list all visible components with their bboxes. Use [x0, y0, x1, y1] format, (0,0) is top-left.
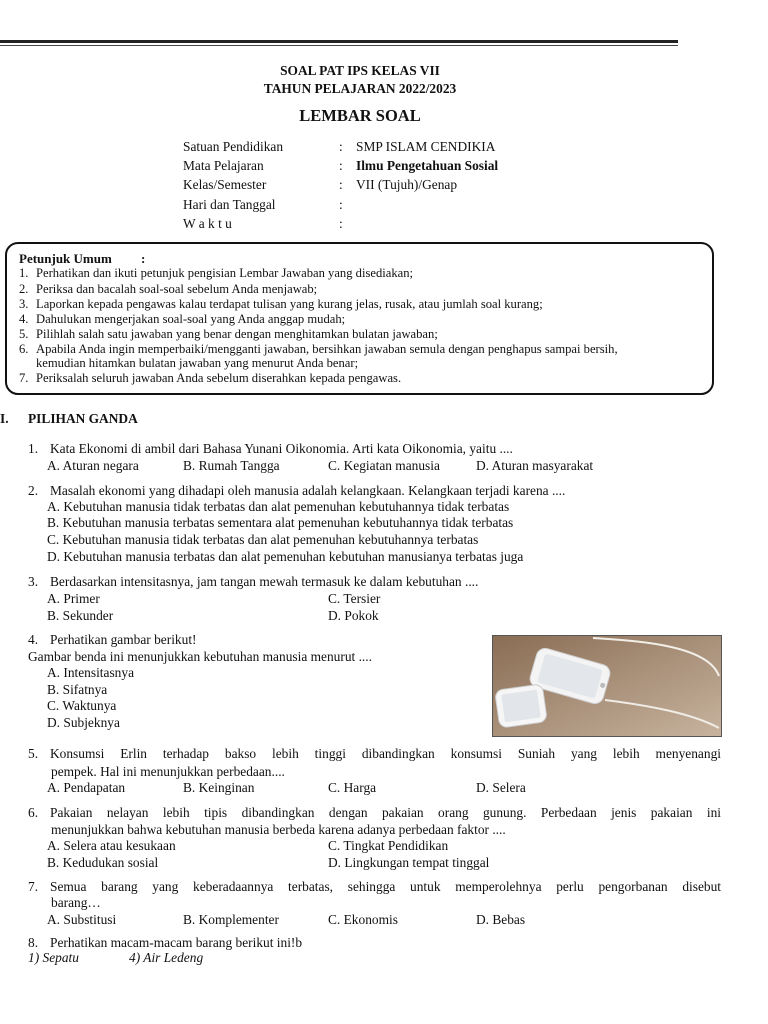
option: D. Selera	[476, 780, 526, 795]
section-number: I.	[0, 411, 9, 426]
list-item: 4) Air Ledeng	[129, 950, 204, 965]
question-text: Kata Ekonomi di ambil dari Bahasa Yunani Oikonomia. Arti kata Oikonomia, yaitu ....	[50, 441, 513, 456]
option: D. Lingkungan tempat tinggal	[328, 855, 490, 870]
instruction-text: Laporkan kepada pengawas kalau terdapat tulisan yang kurang jelas, rusak, atau jumlah soal kurang;	[36, 297, 543, 311]
instruction-item	[19, 371, 401, 386]
option: C. Kegiatan manusia	[328, 458, 440, 473]
info-value: Ilmu Pengetahuan Sosial	[356, 158, 499, 173]
option: B. Komplementer	[183, 912, 279, 927]
option: B. Kebutuhan manusia terbatas sementara alat pemenuhan kebutuhannya tidak terbatas	[47, 515, 514, 530]
question-5	[28, 746, 721, 762]
option: A. Intensitasnya	[47, 665, 135, 680]
instruction-text: Perhatikan dan ikuti petunjuk pengisian Lembar Jawaban yang disediakan;	[36, 266, 414, 280]
question-number: 5.	[28, 746, 39, 761]
question-number: 2.	[28, 483, 39, 498]
instruction-item	[19, 266, 413, 281]
instruction-text: Dahulukan mengerjakan soal-soal yang Anda anggap mudah;	[36, 312, 346, 326]
option: D. Kebutuhan manusia terbatas dan alat pemenuhan kebutuhan manusianya terbatas juga	[47, 549, 524, 564]
instruction-text: Apabila Anda ingin memperbaiki/mengganti jawaban, bersihkan jawaban semula dengan penghapus sampai bersih,	[36, 342, 618, 356]
question-number: 6.	[28, 805, 39, 820]
instruction-number: 1.	[19, 266, 29, 280]
instruction-number: 2.	[19, 282, 29, 296]
instruction-item	[19, 342, 618, 357]
info-colon: :	[339, 158, 343, 173]
instruction-number: 3.	[19, 297, 29, 311]
question-number: 7.	[28, 879, 39, 894]
option: D. Subjeknya	[47, 715, 120, 730]
list-item: 1) Sepatu	[28, 950, 79, 965]
section-title: PILIHAN GANDA	[28, 411, 138, 426]
question-2	[28, 483, 565, 499]
instruction-number: 7.	[19, 371, 29, 385]
instruction-number: 6.	[19, 342, 29, 356]
question-3	[28, 574, 478, 590]
top-rule	[0, 40, 678, 43]
info-label: W a k t u	[183, 216, 232, 231]
question-subtext: Gambar benda ini menunjukkan kebutuhan manusia menurut ....	[28, 649, 372, 664]
option: B. Kedudukan sosial	[47, 855, 159, 870]
question-number: 3.	[28, 574, 39, 589]
option: D. Aturan masyarakat	[476, 458, 594, 473]
option: C. Ekonomis	[328, 912, 398, 927]
question-text: Pakaian nelayan lebih tipis dibandingkan dengan pakaian orang gunung. Perbedaan jenis pakaian ini	[50, 805, 721, 820]
top-rule-thin	[0, 45, 678, 46]
option: D. Pokok	[328, 608, 379, 623]
option: B. Sekunder	[47, 608, 114, 623]
option: D. Bebas	[476, 912, 526, 927]
option: A. Substitusi	[47, 912, 117, 927]
smartphones-photo	[492, 635, 722, 737]
smartphones-illustration	[493, 636, 721, 736]
option: B. Keinginan	[183, 780, 255, 795]
option: B. Rumah Tangga	[183, 458, 280, 473]
question-number: 8.	[28, 935, 39, 950]
question-continuation: barang…	[51, 895, 101, 910]
question-text: Berdasarkan intensitasnya, jam tangan mewah termasuk ke dalam kebutuhan ....	[50, 574, 479, 589]
info-label: Kelas/Semester	[183, 177, 267, 192]
option: A. Aturan negara	[47, 458, 139, 473]
question-6	[28, 805, 721, 821]
question-text: Masalah ekonomi yang dihadapi oleh manusia adalah kelangkaan. Kelangkaan terjadi karena ....	[50, 483, 566, 498]
info-colon: :	[339, 216, 343, 231]
exam-title: SOAL PAT IPS KELAS VII	[280, 63, 440, 78]
info-label: Satuan Pendidikan	[183, 139, 284, 154]
option: A. Kebutuhan manusia tidak terbatas dan alat pemenuhan kebutuhannya tidak terbatas	[47, 499, 510, 514]
question-4	[28, 632, 197, 648]
instruction-number: 4.	[19, 312, 29, 326]
option: C. Harga	[328, 780, 377, 795]
option: A. Pendapatan	[47, 780, 126, 795]
question-text: Perhatikan macam-macam barang berikut ini!b	[50, 935, 303, 950]
question-8	[28, 935, 302, 951]
info-label: Hari dan Tanggal	[183, 197, 276, 212]
question-7	[28, 879, 721, 895]
instruction-item	[19, 312, 345, 327]
question-continuation: menunjukkan bahwa kebutuhan manusia berbeda karena adanya perbedaan faktor ....	[51, 822, 506, 837]
instruction-number: 5.	[19, 327, 29, 341]
instruction-text: Periksalah seluruh jawaban Anda sebelum diserahkan kepada pengawas.	[36, 371, 402, 385]
question-number: 1.	[28, 441, 39, 456]
option: C. Tersier	[328, 591, 381, 606]
info-value: VII (Tujuh)/Genap	[356, 177, 458, 192]
option: A. Primer	[47, 591, 100, 606]
option: C. Waktunya	[47, 698, 117, 713]
question-1	[28, 441, 513, 457]
instruction-item	[19, 282, 317, 297]
option: C. Tingkat Pendidikan	[328, 838, 449, 853]
instruction-item	[19, 297, 543, 312]
question-continuation: pempek. Hal ini menunjukkan perbedaan....	[51, 764, 285, 779]
question-number: 4.	[28, 632, 39, 647]
instruction-continuation: kemudian hitamkan bulatan jawaban yang menurut Anda benar;	[36, 356, 359, 370]
sheet-title: LEMBAR SOAL	[299, 106, 421, 125]
info-colon: :	[339, 139, 343, 154]
option: B. Sifatnya	[47, 682, 108, 697]
instruction-text: Pilihlah salah satu jawaban yang benar dengan menghitamkan bulatan jawaban;	[36, 327, 438, 341]
info-colon: :	[339, 197, 343, 212]
info-label: Mata Pelajaran	[183, 158, 264, 173]
academic-year: TAHUN PELAJARAN 2022/2023	[263, 81, 457, 96]
question-text: Konsumsi Erlin terhadap bakso lebih tinggi dibandingkan konsumsi Suniah yang lebih menyenangi	[50, 746, 721, 761]
section-heading	[0, 411, 138, 427]
question-text: Perhatikan gambar berikut!	[50, 632, 197, 647]
info-colon: :	[339, 177, 343, 192]
info-value: SMP ISLAM CENDIKIA	[356, 139, 496, 154]
instruction-text: Periksa dan bacalah soal-soal sebelum Anda menjawab;	[36, 282, 318, 296]
instructions-title: Petunjuk Umum	[19, 251, 112, 266]
option: C. Kebutuhan manusia tidak terbatas dan alat pemenuhan kebutuhannya terbatas	[47, 532, 479, 547]
instructions-colon: :	[141, 251, 146, 266]
instruction-item	[19, 327, 438, 342]
question-text: Semua barang yang keberadaannya terbatas, sehingga untuk memperolehnya perlu pengorbanan disebut	[50, 879, 721, 894]
option: A. Selera atau kesukaan	[47, 838, 176, 853]
